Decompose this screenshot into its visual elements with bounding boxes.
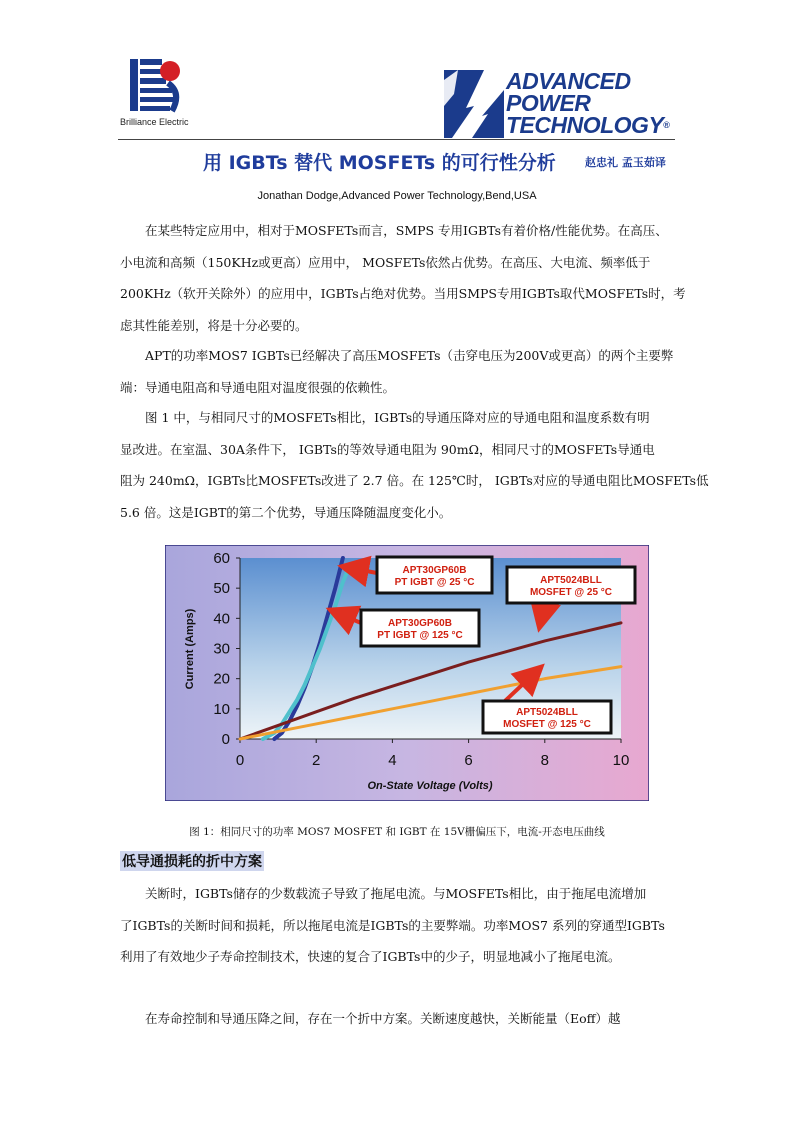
x-tick-label: 2	[312, 752, 321, 769]
text-line: 图 1 中，与相同尺寸的MOSFETs相比，IGBTs的导通压降对应的导通电阻和温度系数有明	[120, 410, 650, 425]
text-line: 利用了有效地少子寿命控制技术，快速的复合了IGBTs中的少子，明显地减小了拖尾电流。	[120, 949, 621, 964]
x-axis-label: On-State Voltage (Volts)	[367, 780, 493, 792]
y-tick-label: 0	[221, 731, 230, 748]
y-tick-label: 20	[213, 670, 230, 688]
apt-lightning-logo	[444, 70, 504, 138]
callout-label-line2: PT IGBT @ 25 °C	[394, 577, 475, 588]
page-title: 用 IGBTs 替代 MOSFETs 的可行性分析	[203, 152, 556, 174]
paragraph-1	[120, 215, 686, 341]
x-tick-label: 10	[612, 752, 630, 769]
paragraph-5	[120, 1003, 676, 1035]
y-tick-label: 60	[213, 550, 230, 567]
paragraph-4	[120, 878, 676, 973]
text-line: 在寿命控制和导通压降之间，存在一个折中方案。关断速度越快，关断能量（Eoff）越	[120, 1011, 621, 1026]
left-logo-caption: Brilliance Electric	[120, 117, 189, 127]
text-line: 关断时，IGBTs储存的少数载流子导致了拖尾电流。与MOSFETs相比，由于拖尾电流增加	[120, 886, 647, 901]
iv-curve-chart	[165, 545, 649, 801]
apt-word-technology: TECHNOLOGY®	[506, 112, 670, 138]
apt-word-advanced: ADVANCED	[506, 68, 631, 94]
text-line: 阻为 240mΩ，IGBTs比MOSFETs改进了 2.7 倍。在 125℃时， IGBTs对应的导通电阻比MOSFETs低	[120, 473, 709, 488]
text-line: 小电流和高频（150KHz或更高）应用中， MOSFETs依然占优势。在高压、大电流、频率低于	[120, 254, 651, 270]
x-tick-label: 6	[464, 752, 473, 769]
x-tick-label: 4	[388, 752, 397, 769]
paragraph-2	[120, 340, 676, 403]
text-line: 显改进。在室温、30A条件下， IGBTs的等效导通电阻为 90mΩ，相同尺寸的MOSFETs导通电	[120, 441, 655, 457]
x-tick-label: 8	[540, 752, 549, 769]
text-line: 虑其性能差别，将是十分必要的。	[120, 317, 308, 333]
callout-label-line1: APT30GP60B	[402, 565, 467, 576]
callout-label-line2: PT IGBT @ 125 °C	[377, 630, 463, 641]
y-tick-label: 30	[213, 640, 230, 658]
section-heading: 低导通损耗的折中方案	[120, 851, 264, 871]
apt-word-power: POWER	[506, 90, 591, 116]
y-axis-label: Current (Amps)	[184, 608, 196, 690]
paragraph-3	[120, 402, 709, 528]
callout-label-line1: APT30GP60B	[388, 618, 452, 629]
text-line: APT的功率MOS7 IGBTs已经解决了高压MOSFETs（击穿电压为200V或更高）的两个主要弊	[120, 348, 674, 363]
author-line: Jonathan Dodge,Advanced Power Technology,Bend,USA	[257, 190, 537, 202]
brilliance-electric-logo	[128, 57, 184, 115]
registered-mark: ®	[663, 120, 670, 130]
callout-label-line1: APT5024BLL	[516, 707, 578, 718]
y-tick-label: 10	[213, 700, 230, 718]
apt-wordmark	[506, 70, 669, 136]
y-tick-label: 50	[213, 580, 230, 598]
text-line: 端：导通电阻高和导通电阻对温度很强的依赖性。	[120, 379, 396, 395]
callout-label-line2: MOSFET @ 125 °C	[503, 719, 591, 730]
header-rule	[118, 139, 675, 140]
x-tick-label: 0	[235, 752, 245, 769]
translators: 赵忠礼 孟玉茹译	[585, 156, 666, 169]
callout-label-line2: MOSFET @ 25 °C	[529, 587, 613, 598]
text-line: 200KHz（软开关除外）的应用中，IGBTs占绝对优势。当用SMPS专用IGBTs取代MOSFETs时，考	[120, 286, 686, 301]
text-line: 了IGBTs的关断时间和损耗，所以拖尾电流是IGBTs的主要弊端。功率MOS7 系列的穿通型IGBTs	[120, 917, 665, 933]
y-tick-label: 40	[213, 610, 230, 628]
text-line: 5.6 倍。这是IGBT的第二个优势，导通压降随温度变化小。	[120, 504, 452, 520]
text-line: 在某些特定应用中，相对于MOSFETs而言，SMPS 专用IGBTs有着价格/性能优势。在高压、	[120, 223, 668, 238]
figure-caption: 图 1：相同尺寸的功率 MOS7 MOSFET 和 IGBT 在 15V栅偏压下，电流-开态电压曲线	[189, 826, 605, 838]
callout-label-line1: APT5024BLL	[540, 575, 602, 586]
